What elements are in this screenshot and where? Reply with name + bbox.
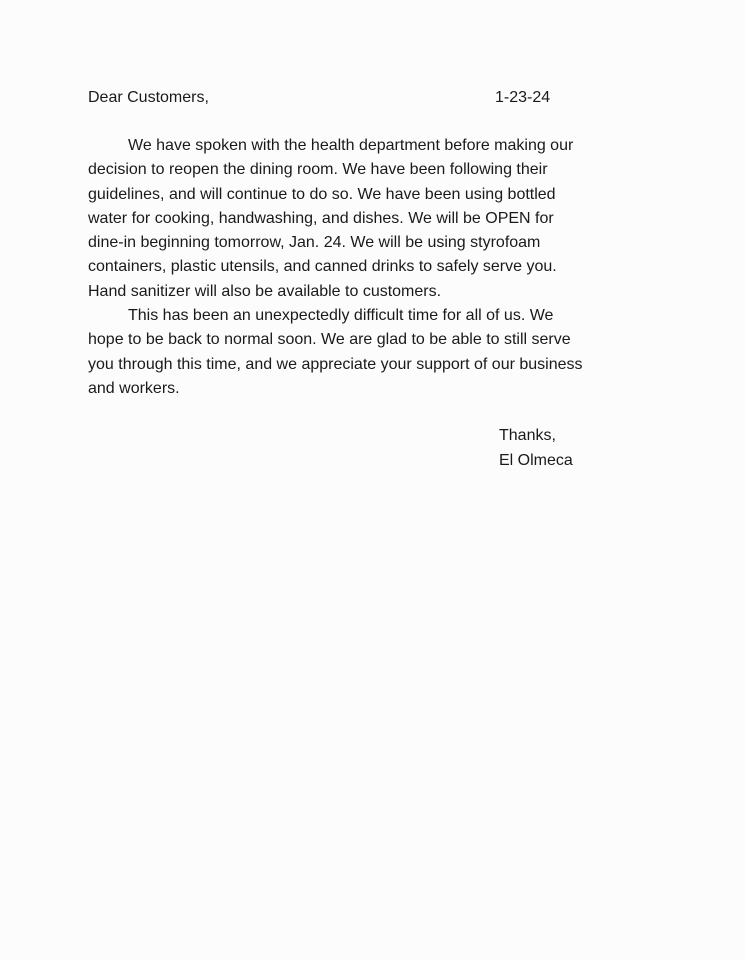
body-line: and workers. <box>88 379 180 397</box>
letter-date: 1-23-24 <box>495 89 551 106</box>
body-line: water for cooking, handwashing, and dishes. We will be OPEN for <box>88 209 554 227</box>
body-line: Hand sanitizer will also be available to customers. <box>88 282 442 300</box>
body-line: containers, plastic utensils, and canned drinks to safely serve you. <box>88 258 557 276</box>
body-line: hope to be back to normal soon. We are glad to be able to still serve <box>88 331 571 349</box>
letter-body <box>88 134 668 401</box>
body-line: We have spoken with the health department before making our <box>128 137 574 154</box>
closing-text: Thanks, <box>499 427 556 444</box>
body-line: you through this time, and we appreciate your support of our business <box>88 355 583 373</box>
body-line: dine-in beginning tomorrow, Jan. 24. We will be using styrofoam <box>88 234 541 252</box>
greeting: Dear Customers, <box>88 89 209 106</box>
signature: El Olmeca <box>499 452 573 469</box>
body-line: decision to reopen the dining room. We have been following their <box>88 161 548 179</box>
letter-closing <box>499 423 573 473</box>
body-line: This has been an unexpectedly difficult time for all of us. We <box>128 307 554 325</box>
body-line: guidelines, and will continue to do so. We have been using bottled <box>88 185 556 203</box>
